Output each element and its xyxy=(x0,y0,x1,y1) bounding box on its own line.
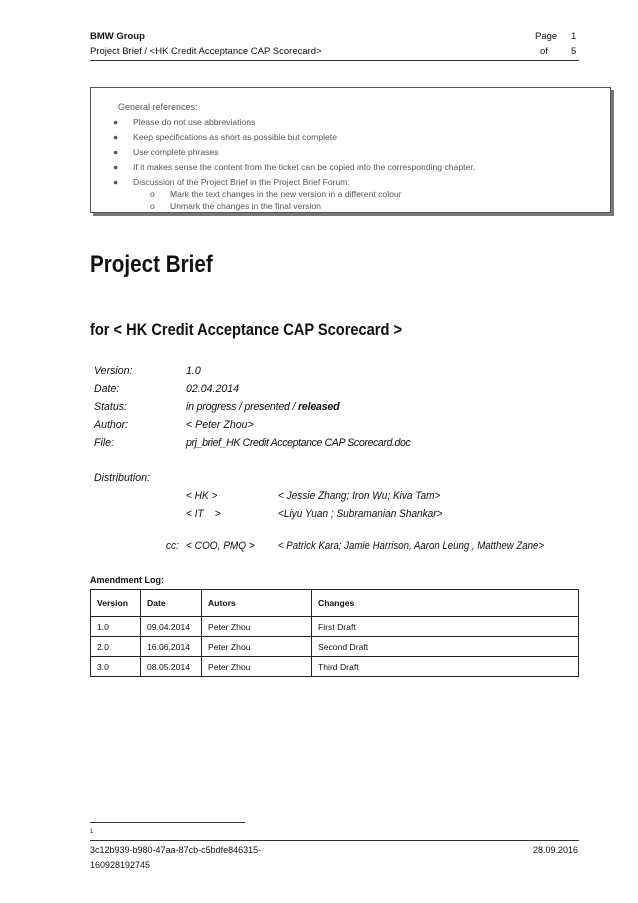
footer-id-line2: 160928192745 xyxy=(90,860,151,870)
doc-title: Project Brief / <HK Credit Acceptance CAP Scorecard> xyxy=(90,46,322,57)
version-value: 1.0 xyxy=(186,365,201,377)
header-divider xyxy=(90,60,579,61)
circle-bullet-icon: o xyxy=(150,189,155,199)
guidance-bullet: ● If it makes sense the content from the ticket can be copied into the corresponding chapter. xyxy=(113,162,476,172)
bullet-icon: ● xyxy=(113,117,119,127)
bullet-icon: ● xyxy=(113,162,119,172)
cell-author: Peter Zhou xyxy=(202,657,312,677)
file-value: prj_brief_HK Credit Acceptance CAP Scorecard.doc xyxy=(186,437,411,449)
file-label: File: xyxy=(94,437,115,449)
bullet-icon: ● xyxy=(113,147,119,157)
header-autors: Autors xyxy=(202,590,312,617)
footer-id-line1: 3c12b939-b980-47aa-87cb-c5bdfe846315- xyxy=(90,845,262,855)
date-value: 02.04.2014 xyxy=(186,383,240,395)
version-label: Version: xyxy=(94,365,133,377)
author-label: Author: xyxy=(94,419,129,431)
footer-divider xyxy=(90,840,579,841)
cell-date: 16.06.2014 xyxy=(141,637,202,657)
guidance-bullet: ● Discussion of the Project Brief in the Project Brief Forum: xyxy=(113,177,350,187)
cell-changes: First Draft xyxy=(312,617,579,637)
distribution-group: < IT > xyxy=(186,508,221,520)
amendment-log-title: Amendment Log: xyxy=(90,575,164,585)
cell-date: 08.05.2014 xyxy=(141,657,202,677)
guidance-bullet: ● Keep specifications as short as possible but complete xyxy=(113,132,337,142)
footnote-marker: 1 xyxy=(90,829,94,835)
of-label: of xyxy=(540,46,548,57)
guidance-sub-bullet: o Mark the text changes in the new version in a different colour xyxy=(150,189,402,199)
guidance-bullet: ● Please do not use abbreviations xyxy=(113,117,256,127)
distribution-names: <Liyu Yuan ; Subramanian Shankar> xyxy=(278,508,443,520)
cc-names: < Patrick Kara; Jamie Harrison, Aaron Leung , Matthew Zane> xyxy=(278,540,544,552)
document-title: Project Brief xyxy=(90,251,213,278)
distribution-names: < Jessie Zhang; Iron Wu; Kiva Tam> xyxy=(278,490,441,502)
cell-changes: Third Draft xyxy=(312,657,579,677)
page-number: 1 xyxy=(571,31,577,42)
bullet-icon: ● xyxy=(113,132,119,142)
table-row xyxy=(91,617,579,637)
status-label: Status: xyxy=(94,401,127,413)
table-header-row xyxy=(91,590,579,617)
cell-version: 1.0 xyxy=(91,617,141,637)
cc-label: cc: xyxy=(166,540,179,552)
document-subtitle: for < HK Credit Acceptance CAP Scorecard > xyxy=(90,320,403,339)
cc-group: < COO, PMQ > xyxy=(186,540,255,552)
cell-date: 09.04.2014 xyxy=(141,617,202,637)
company-name: BMW Group xyxy=(90,31,145,42)
table-row xyxy=(91,657,579,677)
distribution-group: < HK > xyxy=(186,490,218,502)
cell-changes: Second Draft xyxy=(312,637,579,657)
guidance-bullet: ● Use complete phrases xyxy=(113,147,219,157)
circle-bullet-icon: o xyxy=(150,201,155,211)
distribution-label: Distribution: xyxy=(94,472,150,484)
page-label: Page xyxy=(535,31,558,42)
cell-author: Peter Zhou xyxy=(202,617,312,637)
footnote-divider xyxy=(90,822,245,823)
date-label: Date: xyxy=(94,383,120,395)
cell-version: 2.0 xyxy=(91,637,141,657)
header-date: Date xyxy=(141,590,202,617)
cell-author: Peter Zhou xyxy=(202,637,312,657)
table-row xyxy=(91,637,579,657)
guidance-title: General references: xyxy=(118,102,198,112)
header-version: Version xyxy=(91,590,141,617)
header-changes: Changes xyxy=(312,590,579,617)
cell-version: 3.0 xyxy=(91,657,141,677)
amendment-table xyxy=(90,589,579,677)
status-current: released xyxy=(297,401,340,413)
status-value: in progress / presented / released xyxy=(186,401,340,413)
bullet-icon: ● xyxy=(113,177,119,187)
guidance-sub-bullet: o Unmark the changes in the final version xyxy=(150,201,321,211)
total-pages: 5 xyxy=(571,46,577,57)
author-value: < Peter Zhou> xyxy=(186,419,254,431)
footer-date: 28.09.2016 xyxy=(533,845,579,855)
